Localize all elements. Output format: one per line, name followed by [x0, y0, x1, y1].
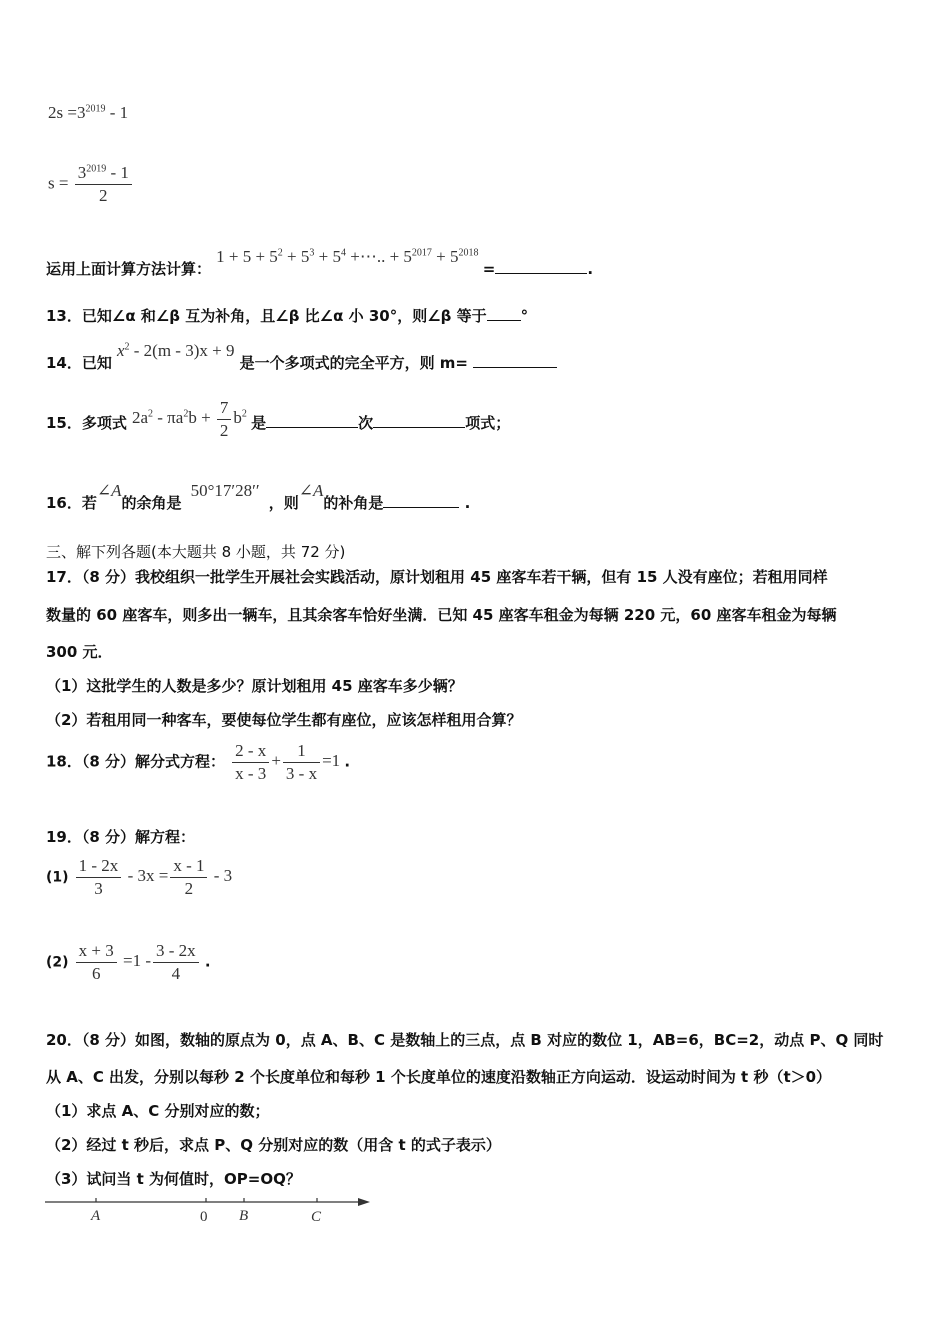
label-C: C [311, 1209, 322, 1225]
degree-sign: ° [520, 307, 529, 325]
q14-expression: $x^2 - 2(m - 3)x + 9$ [116, 341, 235, 360]
answer-blank [473, 353, 557, 368]
label-A: A [91, 1208, 101, 1224]
angle-value: 50°17′28′′ [190, 481, 260, 500]
q16-text: ，则 [268, 494, 299, 512]
derivation-tail: - 1 [105, 103, 129, 122]
q20-subquestion-3: （3）试问当 t 为何值时，OP=OQ？ [46, 1170, 301, 1188]
q18-prefix: 18．（8 分）解分式方程： [46, 752, 226, 771]
q14-text: 是一个多项式的完全平方，则 m= [239, 354, 468, 372]
q15-prefix: 15．多项式 [46, 414, 127, 433]
q20-line-1: 20．（8 分）如图，数轴的原点为 0，点 A、B、C 是数轴上的三点，点 B 对应的数位 1，AB=6，BC=2，动点 P、Q 同时 [46, 1031, 884, 1049]
fraction: $\frac{x - 1}{2}$ [170, 855, 207, 900]
answer-blank-terms [373, 413, 465, 428]
period: . [464, 494, 471, 512]
label-0: 0 [200, 1209, 208, 1225]
q17-line-1: 17．（8 分）我校组织一批学生开展社会实践活动，原计划租用 45 座客车若干辆，但有 15 人没有座位；若租用同样 [46, 568, 828, 586]
period: . [204, 952, 211, 971]
derivation-line-1 [48, 103, 128, 123]
q13-text: 13．已知∠α 和∠β 互为补角，且∠β 比∠α 小 30°，则∠β 等于 [46, 307, 487, 325]
q16-prefix: 16．若 [46, 494, 97, 512]
q19-equation-2: $\frac{x + 3}{6}$ =1 - $\frac{3 - 2x}{4}$ [74, 951, 205, 970]
q15-word: 是 [251, 414, 267, 433]
arrow-head-icon [358, 1198, 370, 1206]
fraction: $\frac{2 - x}{x - 3}$ [232, 740, 269, 785]
derivation-lhs: s = [48, 173, 69, 193]
period: . [587, 260, 594, 278]
angle-symbol: ∠A [298, 481, 324, 500]
question-18 [46, 740, 350, 785]
equals-sign: = [482, 260, 496, 278]
answer-blank-degree [266, 413, 358, 428]
q20-line-2: 从 A、C 出发，分别以每秒 2 个长度单位和每秒 1 个长度单位的速度沿数轴正方向运动．设运动时间为 t 秒（t＞0） [46, 1068, 832, 1086]
part-label: (2) [46, 954, 69, 971]
q19-part-1 [46, 855, 232, 900]
answer-blank [487, 306, 521, 321]
apply-expression: $1 + 5 + 5^2 + 5^3 + 5^4$ +⋯.. + $5^{2017} + 5^{2018}$ [216, 247, 479, 266]
fraction: $\frac{1 - 2x}{3}$ [76, 855, 122, 900]
fraction: $\frac{1}{3 - x}$ [283, 740, 320, 785]
q20-subquestion-2: （2）经过 t 秒后，求点 P、Q 分别对应的数（用含 t 的式子表示） [46, 1136, 501, 1154]
fraction-denominator: 2 [99, 186, 108, 205]
apply-label: 运用上面计算方法计算： [46, 260, 212, 278]
apply-question [46, 246, 594, 278]
fraction: $\frac{3 - 2x}{4}$ [153, 940, 199, 985]
fraction: $\frac{x + 3}{6}$ [76, 940, 117, 985]
q16-text: 的补角是 [323, 494, 384, 512]
q19-equation-1: $\frac{1 - 2x}{3}$ - 3x = $\frac{x - 1}{2}$ - 3 [74, 866, 233, 885]
angle-symbol: ∠A [96, 481, 122, 500]
q15-expression: $2a^2 - \pi a^2b$ + $\frac{7}{2}$ $b^2$ [131, 398, 247, 440]
q19-prefix: 19．（8 分）解方程： [46, 828, 196, 846]
part-label: (1) [46, 869, 69, 886]
fraction: $\frac{7}{2}$ [217, 397, 232, 442]
q17-subquestion-1: （1）这批学生的人数是多少？原计划租用 45 座客车多少辆？ [46, 677, 463, 695]
derivation-lhs: 2s =3 [48, 103, 86, 122]
question-15 [46, 397, 510, 442]
q17-line-2: 数量的 60 座客车，则多出一辆车，且其余客车恰好坐满．已知 45 座客车租金为每辆 220 元，60 座客车租金为每辆 [46, 606, 837, 624]
q17-line-3: 300 元． [46, 643, 113, 661]
period: . [344, 752, 351, 771]
q17-subquestion-2: （2）若租用同一种客车，要使每位学生都有座位，应该怎样租用合算？ [46, 711, 522, 729]
exponent: 2019 [85, 103, 106, 115]
answer-blank [383, 493, 459, 508]
q15-word: 次 [358, 414, 374, 433]
answer-blank [495, 259, 587, 274]
q20-subquestion-1: （1）求点 A、C 分别对应的数； [46, 1102, 270, 1120]
label-B: B [239, 1208, 249, 1224]
section-heading: 三、解下列各题(本大题共 8 小题，共 72 分) [46, 543, 346, 561]
question-14 [46, 340, 557, 372]
fraction-numerator: $3^{2019} - 1$ [75, 162, 132, 185]
fraction [75, 162, 132, 207]
q14-prefix: 14．已知 [46, 354, 112, 372]
q19-part-2 [46, 940, 211, 985]
q15-word: 项式； [465, 414, 511, 433]
question-13 [46, 305, 528, 326]
question-16 [46, 480, 471, 512]
q16-text: 的余角是 [121, 494, 182, 512]
derivation-line-2 [48, 162, 134, 207]
q18-equation: $\frac{2 - x}{x - 3}$ + $\frac{1}{3 - x}$ =1 [230, 751, 344, 770]
number-line-figure [40, 1192, 380, 1228]
